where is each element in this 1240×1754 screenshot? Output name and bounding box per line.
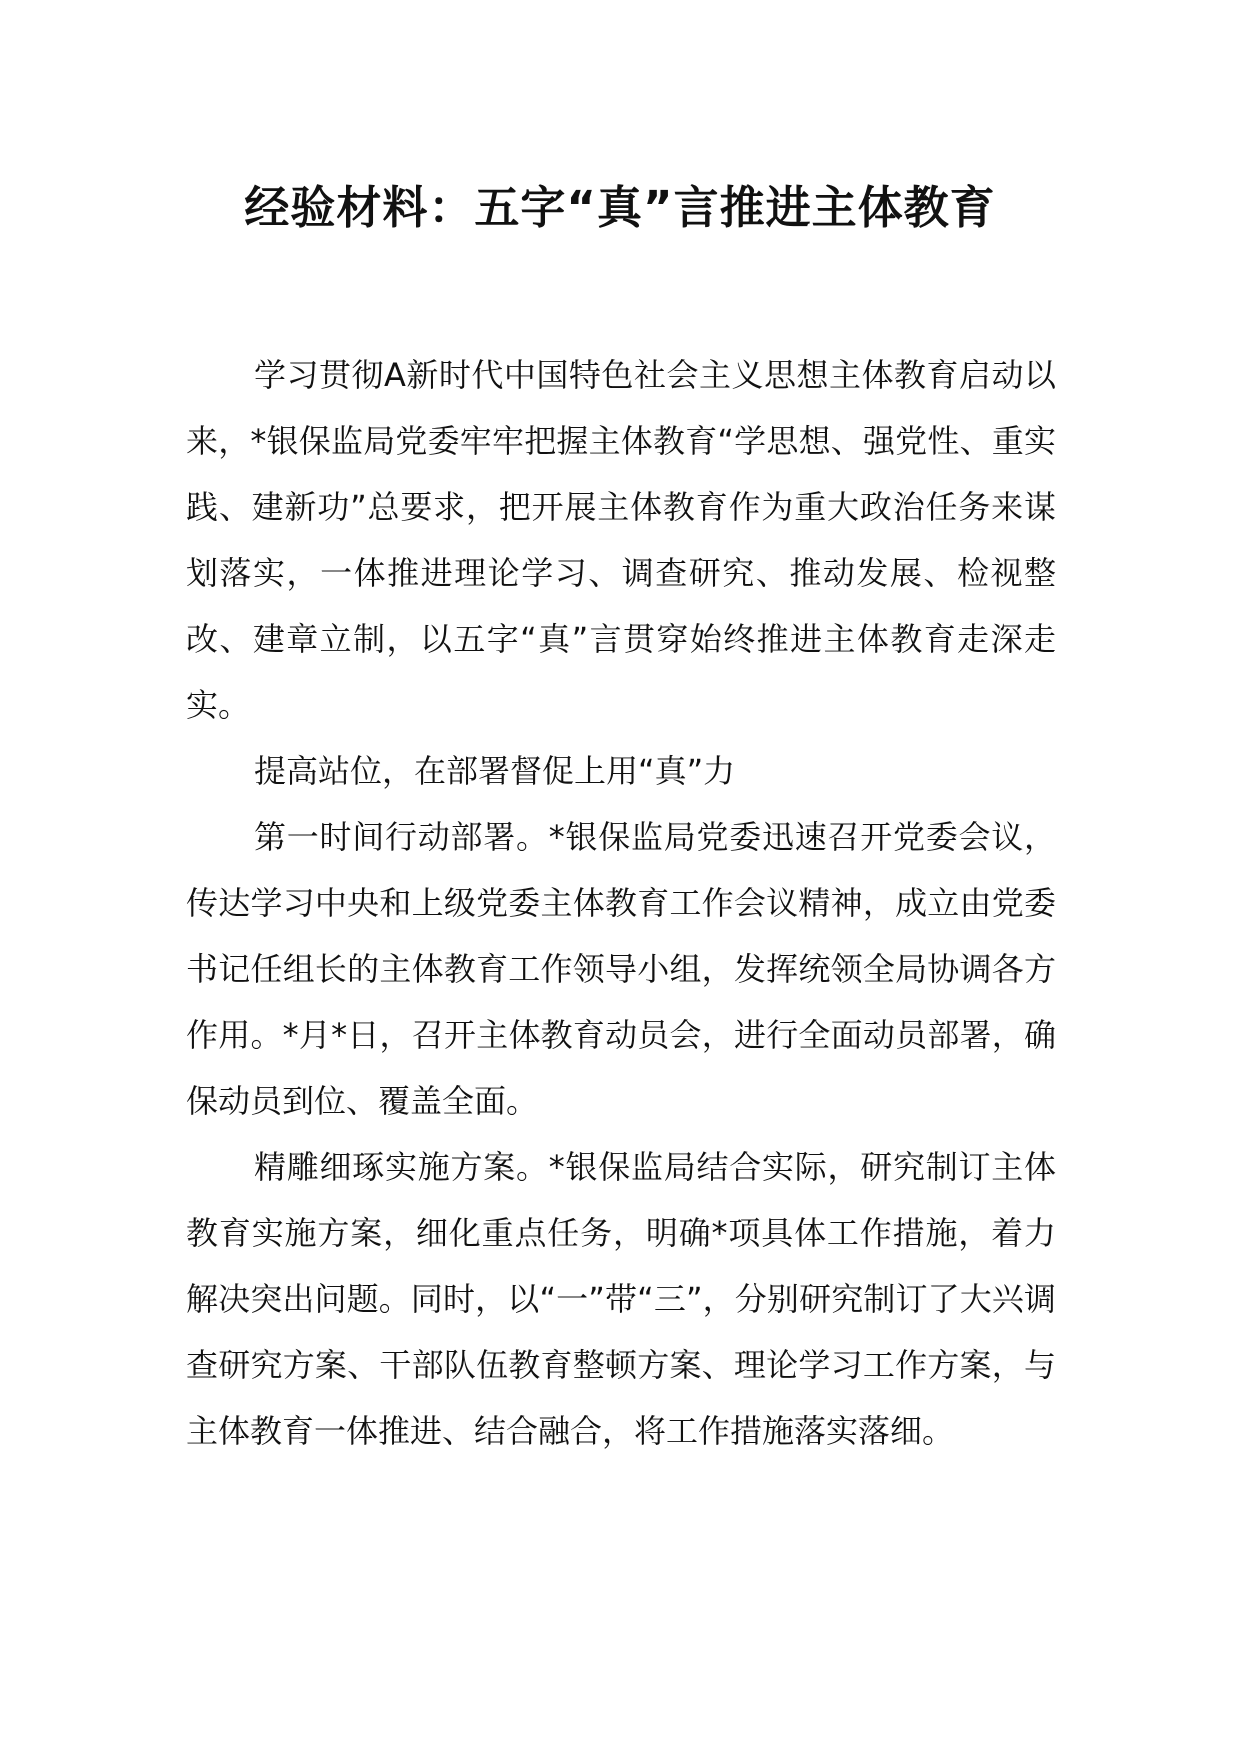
document-title: 经验材料：五字“真”言推进主体教育 xyxy=(244,181,996,234)
paragraph-deployment: 第一时间行动部署。*银保监局党委迅速召开党委会议，传达学习中央和上级党委主体教育工作会议精神，成立由党委书记任组长的主体教育工作领导小组，发挥统领全局协调各方作用。*月*日，召开主体教育动员会，进行全面动员部署，确保动员到位、覆盖全面。 xyxy=(186,818,1056,1120)
section-heading: 提高站位，在部署督促上用“真”力 xyxy=(254,752,736,790)
paragraph-plan: 精雕细琢实施方案。*银保监局结合实际，研究制订主体教育实施方案，细化重点任务，明确*项具体工作措施，着力解决突出问题。同时，以“一”带“三”，分别研究制订了大兴调查研究方案、干部队伍教育整顿方案、理论学习工作方案，与主体教育一体推进、结合融合，将工作措施落实落细。 xyxy=(186,1148,1056,1450)
document-body xyxy=(186,342,1056,1464)
paragraph-intro: 学习贯彻A新时代中国特色社会主义思想主体教育启动以来，*银保监局党委牢牢把握主体教育“学思想、强党性、重实践、建新功”总要求，把开展主体教育作为重大政治任务来谋划落实，一体推进理论学习、调查研究、推动发展、检视整改、建章立制，以五字“真”言贯穿始终推进主体教育走深走实。 xyxy=(186,356,1056,724)
